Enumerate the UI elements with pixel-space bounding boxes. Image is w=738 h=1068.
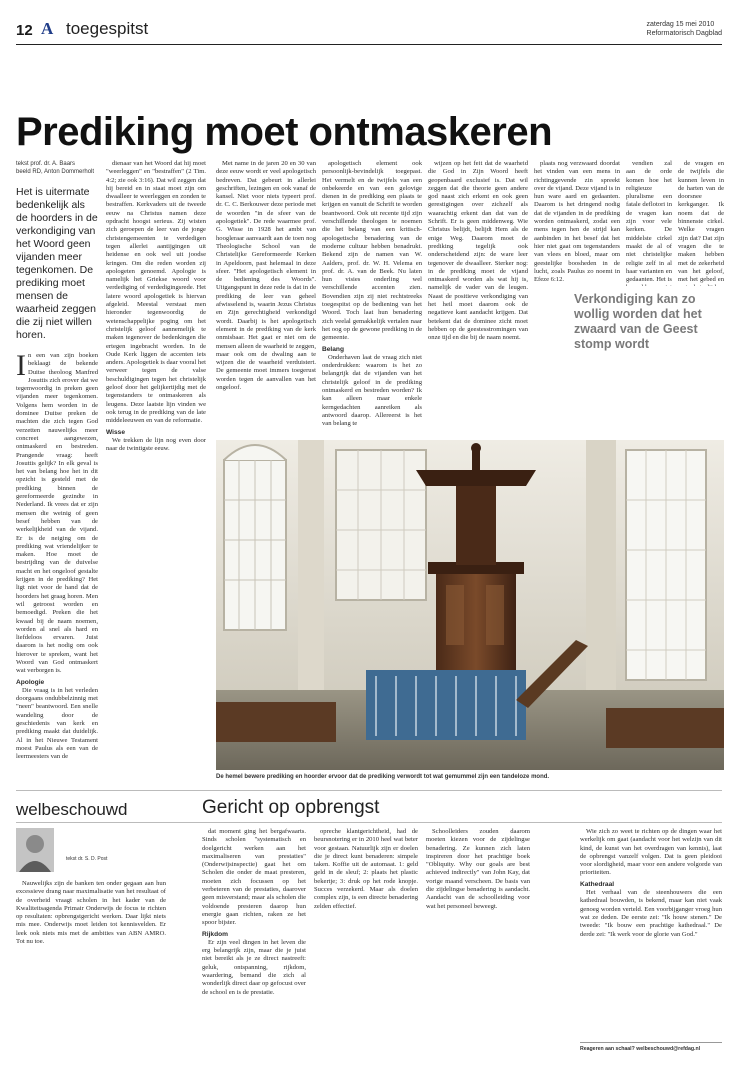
article-column-3 [216, 160, 316, 432]
article-column-5 [428, 160, 528, 432]
body-text: dienaar van het Woord dat hij moet "weerleggen" en "bestraffen" (2 Tim. 4:2; zie ook 3:16). Dat wil zeggen dat hij bereid en in staat moet zijn om dwaalleer te weerleggen en zonden te bestraffen. Kerkvaders uit de tweede eeuw na Christus namen deze opdracht hoogst serieus. Zij wisten zich geroepen de leer van de jonge christengemeenten te verdedigen tegen allerlei aantijgingen uit heidense en ook wel uit joodse kringen. Om die reden worden zij apologeten genoemd. Apologie is namelijk het Griekse woord voor verdediging of verdedigingsrede. Het latere woord apologetiek is hiervan afgeleid. Meestal verstaat men hieronder tegenwoordig de wetenschappelijke poging om het christelijk geloof aannemelijk te maken tegenover de bedenkingen die ertegen ingebracht worden. In de Oude Kerk liggen de accenten iets anders. Apologetiek is daar vooral het verweer tegen de valse beschuldigingen tegen het christelijk geloof door het gelijkertijdig met de tegenstanders te ontmaskeren als leugens. Deze laatste lijn vinden we ook terug in de prediking van de late middeleeuwen en van de reformatie. [106, 160, 206, 425]
header-rule [16, 44, 722, 45]
author-credit-2: beeld RD, Anton Dommerholt [16, 169, 95, 175]
article-intro: Het is uitermate bedenkelijk als de hoorders in de verkondiging van het Woord geen vijanden meer tegenkomen. De prediking moet mensen de waarheid zeggen die zij niet willen horen. [16, 186, 98, 341]
date-line: zaterdag 15 mei 2010 [646, 21, 715, 28]
body-text: opreche klantgerichtheid, had de beursnotering er in 2010 heel wat beter voor gestaan. Natuurlijk zijn er doelen die je direct kunt benaderen: simpele taken. Koffie uit de automaat. 1: geld geld in de sleuf; 2: plaats het plastic bekertje; 3: druk op het rode knopje. Succes verzekerd. Maar als doelen complex zijn, is een directe benadering zelden effectief. [314, 828, 418, 910]
opinion-rubric: welbeschouwd [16, 800, 128, 819]
body-text: vendien zal aan de orde komen hoe het religieuze pluralisme een fatale deflotori in de vragen kan zijn voor vele kerken. De middelste cirkel maakt de al of niet christelijke religie zelf in al haar varianten en gedaanten. Het is [626, 160, 672, 284]
pulpit-photo [216, 440, 724, 770]
section-rule [16, 790, 722, 791]
body-text: Nauwelijks zijn de banken ten onder gegaan aan hun excessieve drang naar maximalisatie van het resultaat of de overheid vraagt scholen in het kader van de Kwaliteitsagenda Primair Onderwijs de focus te richten op resultaten: opbrengstgericht werken. Daar lijkt niets mis mee. Onderwijs moet leiden tot kennisvelden. Er leek ook niets mis met de ambities van ABN AMRO. Tot nu toe. [16, 880, 166, 946]
photo-caption: De hemel bewere prediking en hoorder ervoor dat de prediking verwordt tot wat gemummel zijn een tandeloze mond. [216, 774, 550, 780]
opinion-column-3 [314, 828, 418, 1050]
date-info [647, 20, 722, 38]
article-column-8 [678, 160, 724, 286]
body-text: Met name in de jaren 20 en 30 van deze eeuw wordt er veel apologetisch bedreven. Dat gebeurt in allerlei geschriften, lezingen en ook vanaf de kansel. Niet voor niets typeert prof. dr. C. C. Berkouwer deze periode met de woorden "in de sfeer van de apologetiek". De rede waarmee prof. G. Wisse in 1928 het ambt van hoogleraar aanvaardt aan de toen nog Theologische School van de Christelijke Gereformeerde Kerken in Apeldoorn, past helemaal in deze sfeer. "Het apologetisch element in de bediening des Woords". Uitgangspunt in deze rede is dat in de prediking de leer van geheel afwisselend is, waarin Jezus Christus en Zijn gerechtigheid verkondigd wordt. Daarbij is het apologetisch element in de prediking van de kerk onmisbaar. Het gaat er niet om de mensen alleen de waarheid te zeggen, maar ook om de dwaling aan te wijzen die de waarheid verduistert. De gemeente moet immers toegerust worden tegen de aanvallen van het ongeloof. [216, 160, 316, 392]
subhead-wisse: Wisse [106, 428, 125, 436]
body-text: Die vraag is in het verleden doorgaans ondubbelzinnig met "neen" beantwoord. Een snelle wandeling door de geschiedenis van kerk en prediking maakt dat duidelijk. Al in het Nieuwe Testament moest Paulus als een van de leermeesters van de [16, 686, 98, 761]
article-headline: Prediking moet ontmaskeren [16, 110, 553, 154]
subhead-belang: Belang [322, 345, 344, 353]
body-text: Er zijn veel dingen in het leven die erg belangrijk zijn, maar die je juist niet bereikt als je ze direct nastreeft: geluk, ontspanning, rijkdom, waardering, bemand die zich al wonderlijk direct daar op gefocust over de school en is de prestatie. [202, 938, 306, 996]
article-column-4 [322, 160, 422, 432]
article-column-2 [106, 160, 206, 785]
body-text: de vragen en de twijfels die kunnen leven in de harten van de doorsnee kerkganger. Ik noem dat de binnenste cirkel. Welke vragen zijn dat? Dat zijn vragen die te maken hebben met de zekerheid van het geloof, met het gebed en [678, 160, 724, 284]
paper-name: Reformatorisch Dagblad [646, 30, 722, 37]
newspaper-logo: A [41, 19, 54, 38]
opinion-headline: Gericht op opbrengst [202, 797, 380, 818]
body-text: n een van zijn boeken beklaagt de bekende Duitse theoloog Manfred Josuttis zich erover dat we tegenwoordig in preken geen vijanden meer tegenkomen. Volgens hem worden in de dominee Duitse preken de machten die zich tegen God verzetten nauwelijks meer concreet aangewezen, ontmaskerd en bestreden. Prangende vraag: heeft Josuttis gelijk? In elk geval is het van belang hoe het in dit opzicht is gesteld met de prediking binnen de gereformeerde gezindte in Nederland. Ik vrees dat er zijn mensen die weinig of geen besef hebben van de werkelijkheid van de vijand. Er is de neiging om de prediking wat vriendelijker te maken. Hoe moet de bestrijding van de duivelse macht en het ongeloof gestalte krijgen in de prediking? Het ligt niet voor de hand dat de hoorders het graag horen. Men wil getroost worden en bemoedigd. Preken die het kwaad bij de naam noemen, worden al snel als hard en liefdeloos ervaren. Juist daarom is het nodig om ook hierover te spreken, want het Woord van God ontmaskert wat verborgen is. [16, 352, 98, 675]
opinion-column-2 [202, 828, 306, 1050]
subhead-apologie: Apologie [16, 678, 45, 686]
author-photo [16, 828, 54, 872]
article-column-1 [16, 160, 98, 785]
author-portrait-illustration [16, 828, 54, 872]
body-text: Schoolleiders zouden daarom moeten kiezen voor de zijdelingse benadering. Ze kunnen zich laten inspireren door het prachtige boek "Obliquity. Why our goals are best achieved indirectly" van John Kay, dat vorige maand verscheen. De basis van die zijdelingse benadering is aandacht. Aandacht van de schoolleiding voor wat het personeel beweegt. [426, 828, 530, 910]
page-number: 12 [16, 22, 33, 39]
section-title: toegespitst [66, 19, 149, 38]
subhead-kathedraal: Kathedraal [580, 880, 615, 888]
body-text: dat moment ging het bergafwaarts. Sinds scholen "systematisch en doelgericht werken aan het maximaliseren van prestaties" (Onderwijsinspectie) gaat het om Scholen die onder de maat presteren, moeten zich focussen op het verbeteren van de prestaties, daarover geen misverstand; maar als scholen die voldoende presteren daarop hun energie gaan richten, raken ze het spoor bijster. [202, 828, 306, 927]
page-header [16, 18, 722, 44]
body-text: Het verhaal van de steenhouwers die een kathedraal bouwden, is bekend, maar kan niet vaak genoeg worden verteld. Een voorbijganger vroeg hun wat ze deden. De eerste zei: "Ik houw stenen." De tweede: "Ik bouw een prachtige kathedraal." De derde zei: "Ik werk voor de glorie van God." [580, 889, 722, 938]
church-interior-illustration [216, 440, 724, 770]
body-text: We trekken de lijn nog even door naar de twintigste eeuw. [106, 436, 206, 453]
subhead-rijkdom: Rijkdom [202, 930, 229, 938]
article-column-7 [626, 160, 672, 286]
pull-quote: Verkondiging kan zo wollig worden dat het zwaard van de Geest stomp wordt [574, 292, 702, 351]
body-text: plaats nog verzwaard doordat het vinden van een mens in richtinggevende zin spreekt over de vijand. Deze vijand is in hun ware aard en gedaanten. Daarom is het dringend nodig dat de vijanden in de prediking worden ontmaskerd, zodat een mens tegen hen de strijd kan aanbinden in het besef dat het hier niet gaat om tegenstanders van vlees en bloed, maar om geestelijke boosheden in de lucht, zoals Paulus zo noemt in Efeze 6:12. [534, 160, 620, 284]
body-text: Onderhaven laat de vraag zich niet onderdrukken: waarom is het zo belangrijk dat de vijanden van het christelijk geloof in de prediking ontmaskerd en bestreden worden? Ik kan alleen maar enkele kerngedachten aanreiken als antwoord daarop. Allereerst is het van belang te [322, 353, 422, 428]
drop-cap: I [16, 349, 26, 382]
author-credit-1: tekst prof. dr. A. Baars [16, 161, 76, 167]
opinion-column-1 [16, 880, 166, 1050]
section-rule [16, 822, 722, 823]
opinion-column-4 [426, 828, 530, 1050]
body-text: Wie zich zo weet te richten op de dingen waar het werkelijk om gaat (aandacht voor het welzijn van dit kind, de kunst van het overdragen van kennis), laat de opbrengst vanzelf volgen. Dat is geen pleidooi voor slordigheid, maar voor een andere volgorde van prioriteiten. [580, 828, 722, 877]
opinion-column-5 [580, 828, 722, 1038]
article-body-start [16, 349, 98, 676]
body-text: apologetisch element ook persoonlijk-bevindelijk toegepast. Het vermelt en de twijfels van een onbekeerde en van een gelovige dienen in de prediking een plaats te krijgen en vanuit de Schrift te worden beantwoord. Ook uit recente tijd zijn verschillende theologen te noemen die het belang van een kritisch-apologetische benadering van de moderne cultuur hebben benadrukt. Bekend zijn de namen van W. Aalders, prof. dr. W. H. Velema en prof. dr. A. van de Beek. Nu laten hun visies onderling wel verschillende accenten zien. Bovendien zijn zij niet rechtstreeks toegespitst op de bediening van het Woord. Toch laat hun benadering zich veelal gemakkelijk vertalen naar het oog op de gewone prediking in de gemeente. [322, 160, 422, 342]
feedback-email-line: Reageren aan schaal? welbeschouwd@refdag.nl [580, 1046, 701, 1052]
footer-rule [580, 1042, 722, 1043]
article-column-6 [534, 160, 620, 286]
body-text: wijzen op het feit dat de waarheid die God in Zijn Woord heeft geopenbaard exclusief is. Dat wil zeggen dat die theorie geen andere god naast zich erkent en ook geen gerestigingen over zichzelf als waarachtig erkent dan dat van de Schrift. Er is geen middenweg. Wie Christus belijdt, belijdt Hem als de enige Weg. Daarom moet de prediking tegelijk ook onderscheidend zijn: de ware leer tegenover de dwaalleer. Sterker nog: in de prediking moet de vijand ontmaskerd worden als wat hij is, namelijk de vader van de leugen. Naast de positieve verkondiging van het heil moet daarom ook de negatieve kant aandacht krijgen. Dat betekent dat de dominee zicht moet hebben op de geestesstromingen van onze tijd en die bij de naam noemt. [428, 160, 528, 342]
opinion-author: tekst dr. S. D. Post [66, 856, 108, 862]
